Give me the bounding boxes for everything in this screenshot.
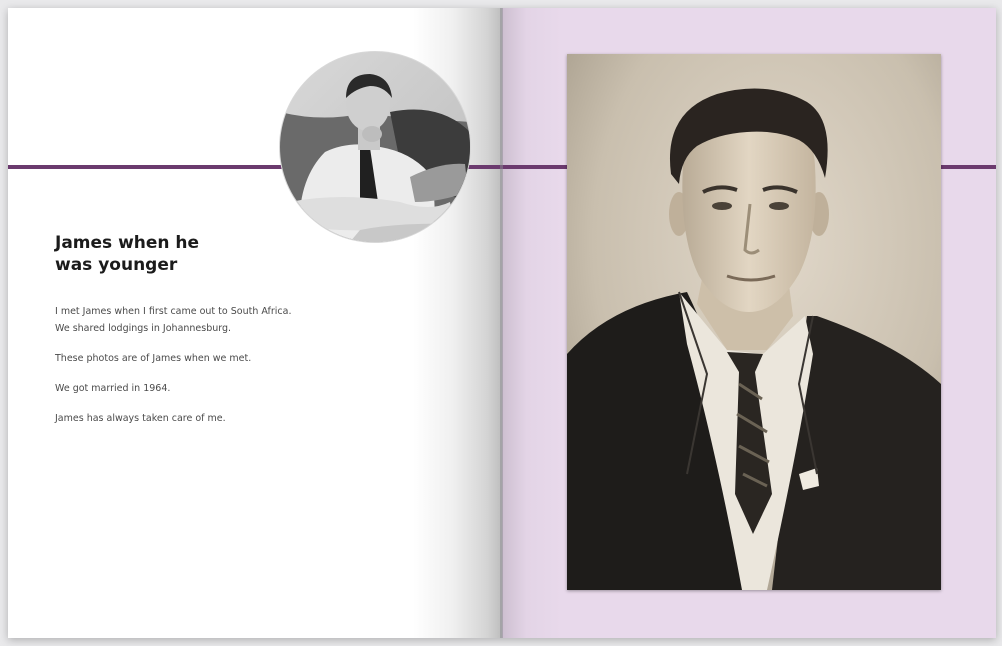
left-page — [8, 8, 502, 638]
paragraph-1-line-1: I met James when I first came out to South Africa. — [55, 306, 292, 317]
paragraph-3: We got married in 1964. — [55, 383, 171, 394]
heading-line-1: James when he — [55, 233, 200, 253]
right-page — [502, 8, 996, 638]
paragraph-1 — [55, 303, 385, 337]
book-spine — [500, 8, 503, 638]
paragraph-1-line-2: We shared lodgings in Johannesburg. — [55, 323, 232, 334]
body-text — [55, 303, 385, 440]
portrait-photo-james — [567, 54, 941, 590]
circular-photo-image — [280, 52, 470, 242]
heading-line-2: was younger — [55, 255, 178, 275]
circular-photo-young-james — [280, 52, 470, 242]
paragraph-4: James has always taken care of me. — [55, 413, 226, 424]
page-heading — [55, 232, 295, 276]
photo-book-spread — [8, 8, 996, 638]
paragraph-2: These photos are of James when we met. — [55, 353, 252, 364]
portrait-photo-image — [567, 54, 941, 590]
